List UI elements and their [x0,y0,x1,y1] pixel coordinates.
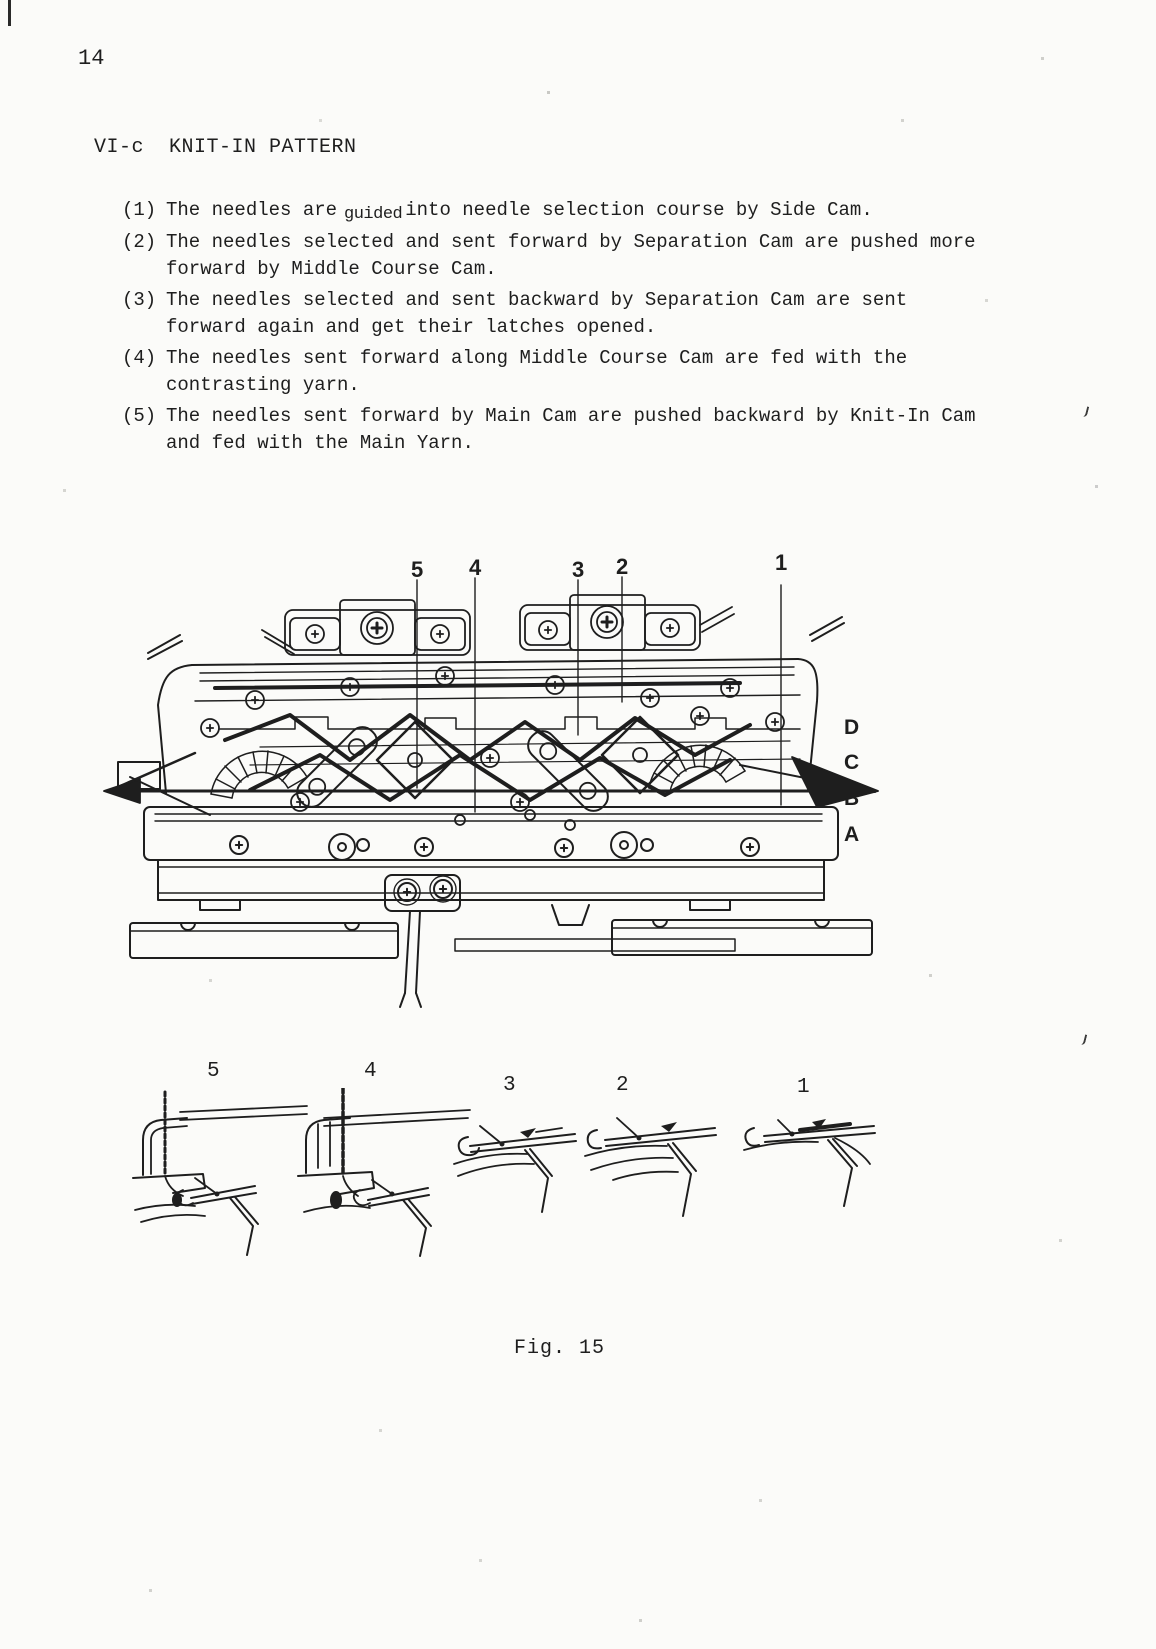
scan-tick-mark [1081,405,1089,417]
item-text-pre: The needles are [166,199,338,221]
callout-label-5: 5 [411,557,424,582]
item-line: The needles selected and sent forward by Separation Cam are pushed more [166,231,976,253]
item-number: (1) [122,199,157,221]
stage-label-1: 1 [797,1076,810,1099]
item-text [166,229,976,283]
item-line: forward by Middle Course Cam. [166,258,497,280]
scan-speckle [0,0,1,1]
item-number: (3) [122,289,157,311]
callout-label-2: 2 [616,554,629,579]
item-line: contrasting yarn. [166,374,360,396]
mounting-bracket-right [520,595,734,650]
instruction-item-1 [122,197,1042,225]
stage-label-4: 4 [364,1060,377,1083]
needle-stage-5-drawing [125,1090,310,1260]
stage-label-2: 2 [616,1074,629,1097]
item-text [166,345,907,399]
scan-edge-mark [8,0,11,26]
instruction-item-5 [122,403,1042,457]
item-number: (2) [122,231,157,253]
carriage-diagram-drawing [100,515,960,1015]
base-feet [130,905,872,958]
item-text [166,197,873,225]
zone-label-c: C [844,751,860,774]
cam-tracks [225,715,800,830]
item-line: and fed with the Main Yarn. [166,432,474,454]
needle-stage-1-drawing [740,1098,880,1233]
item-text [166,403,976,457]
carriage-diagram [100,515,960,1015]
zone-label-a: A [844,823,860,846]
zone-label-d: D [844,716,860,739]
stage-label-5: 5 [207,1060,220,1083]
callout-label-1: 1 [775,550,788,575]
callout-leader-lines [417,577,781,812]
figure-caption: Fig. 15 [514,1337,606,1360]
item-number: (4) [122,347,157,369]
needle-stage-2-drawing [583,1098,723,1238]
callout-label-4: 4 [469,555,482,580]
item-line: forward again and get their latches opened. [166,316,657,338]
instruction-item-2 [122,229,1042,283]
item-text [166,287,907,341]
callout-label-3: 3 [572,557,585,582]
needle-stage-4-drawing [288,1088,473,1258]
item-line: The needles selected and sent backward by Separation Cam are sent [166,289,908,311]
instruction-item-3 [122,287,1042,341]
item-line: The needles sent forward along Middle Course Cam are fed with the [166,347,908,369]
zone-label-b: B [844,787,860,810]
yarn-rod-bracket [385,875,460,1007]
page-number: 14 [78,46,105,71]
stage-label-3: 3 [503,1074,516,1097]
scan-tick-mark [1079,1033,1087,1045]
mounting-bracket-left [262,600,470,655]
carriage-body [148,617,844,793]
needle-stage-3-drawing [450,1102,580,1237]
item-number: (5) [122,405,157,427]
instruction-list [122,197,1042,461]
instruction-item-4 [122,345,1042,399]
item-line: The needles sent forward by Main Cam are pushed backward by Knit-In Cam [166,405,976,427]
section-heading: VI-c KNIT-IN PATTERN [94,136,357,159]
item-text-inserted-word: guided [344,205,403,224]
item-text-post: into needle selection course by Side Cam. [405,199,873,221]
